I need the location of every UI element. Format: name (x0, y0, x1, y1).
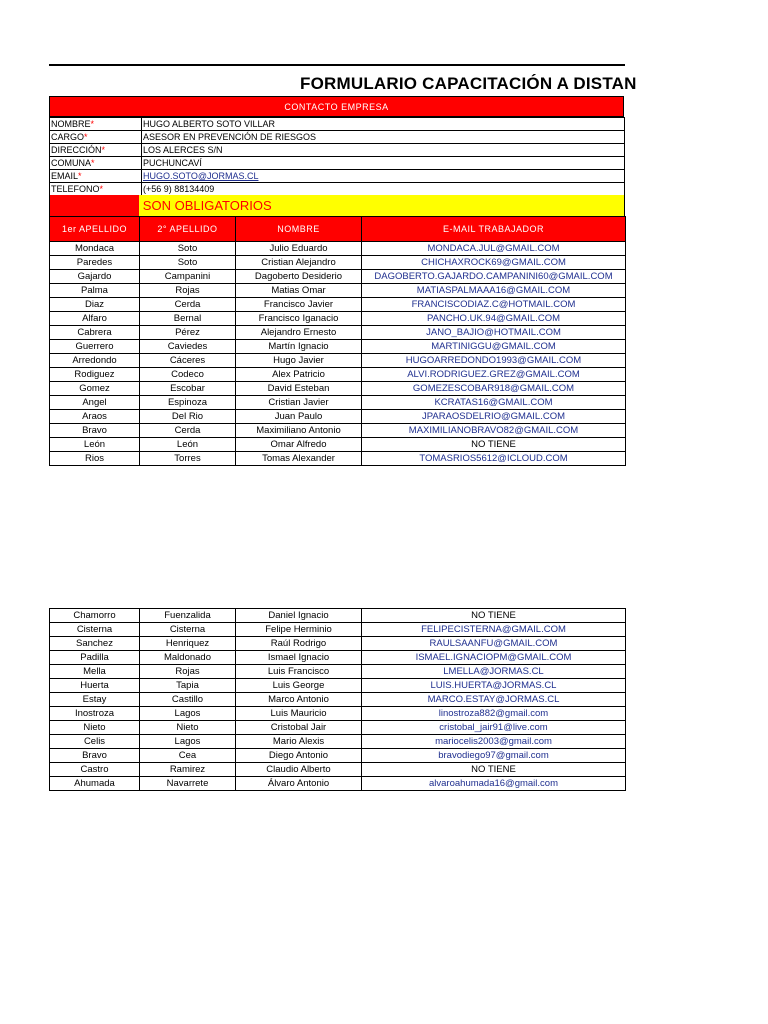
second-surname-cell: Lagos (140, 707, 236, 721)
name-cell: Dagoberto Desiderio (236, 270, 362, 284)
second-surname-cell: Rojas (140, 665, 236, 679)
name-cell: Tomas Alexander (236, 452, 362, 466)
required-mark: * (78, 171, 82, 181)
first-surname-cell: Cabrera (50, 326, 140, 340)
table-row (50, 368, 626, 382)
name-cell: Juan Paulo (236, 410, 362, 424)
first-surname-cell: Huerta (50, 679, 140, 693)
first-surname-cell: Rodiguez (50, 368, 140, 382)
second-surname-cell: Cerda (140, 424, 236, 438)
name-cell: David Esteban (236, 382, 362, 396)
table-row (50, 396, 626, 410)
second-surname-cell: Castillo (140, 693, 236, 707)
contact-label (50, 118, 142, 131)
first-surname-cell: Diaz (50, 298, 140, 312)
email-cell[interactable]: GOMEZESCOBAR918@GMAIL.COM (362, 382, 626, 396)
table-row (50, 749, 626, 763)
contact-value: LOS ALERCES S/N (142, 144, 625, 157)
first-surname-cell: Mondaca (50, 242, 140, 256)
table-row (50, 777, 626, 791)
contact-label-text: EMAIL (51, 171, 79, 181)
col-header-first-surname: 1er APELLIDO (50, 217, 140, 242)
name-cell: Francisco Javier (236, 298, 362, 312)
first-surname-cell: Estay (50, 693, 140, 707)
email-cell[interactable]: bravodiego97@gmail.com (362, 749, 626, 763)
name-cell: Daniel Ignacio (236, 609, 362, 623)
second-surname-cell: Rojas (140, 284, 236, 298)
email-cell[interactable]: LUIS.HUERTA@JORMAS.CL (362, 679, 626, 693)
table-row (50, 637, 626, 651)
table-row (50, 354, 626, 368)
table-row (50, 424, 626, 438)
second-surname-cell: Soto (140, 256, 236, 270)
email-cell[interactable]: RAULSAANFU@GMAIL.COM (362, 637, 626, 651)
table-row (50, 326, 626, 340)
first-surname-cell: León (50, 438, 140, 452)
first-surname-cell: Paredes (50, 256, 140, 270)
email-cell[interactable]: KCRATAS16@GMAIL.COM (362, 396, 626, 410)
first-surname-cell: Celis (50, 735, 140, 749)
contact-label-text: TELEFONO (51, 184, 100, 194)
name-cell: Martín Ignacio (236, 340, 362, 354)
col-header-second-surname: 2° APELLIDO (140, 217, 236, 242)
name-cell: Julio Eduardo (236, 242, 362, 256)
required-mark: * (101, 145, 106, 155)
table-row (50, 284, 626, 298)
required-fields-notice: ATOS SON OBLIGATORIOS (105, 198, 272, 213)
first-surname-cell: Castro (50, 763, 140, 777)
email-cell[interactable]: MARCO.ESTAY@JORMAS.CL (362, 693, 626, 707)
workers-table-2 (49, 608, 626, 791)
first-surname-cell: Padilla (50, 651, 140, 665)
name-cell: Matias Omar (236, 284, 362, 298)
email-cell[interactable]: TOMASRIOS5612@ICLOUD.COM (362, 452, 626, 466)
name-cell: Luis George (236, 679, 362, 693)
email-cell[interactable]: PANCHO.UK.94@GMAIL.COM (362, 312, 626, 326)
col-header-email: E-MAIL TRABAJADOR (362, 217, 626, 242)
table-row (50, 410, 626, 424)
table-row (50, 298, 626, 312)
second-surname-cell: Codeco (140, 368, 236, 382)
second-surname-cell: Cea (140, 749, 236, 763)
table-row (50, 721, 626, 735)
second-surname-cell: Fuenzalida (140, 609, 236, 623)
table-row (50, 438, 626, 452)
table-row (50, 256, 626, 270)
first-surname-cell: Nieto (50, 721, 140, 735)
name-cell: Claudio Alberto (236, 763, 362, 777)
required-fields-banner (49, 195, 625, 216)
first-surname-cell: Chamorro (50, 609, 140, 623)
table-row (50, 623, 626, 637)
workers-table-1 (49, 216, 626, 466)
name-cell: Omar Alfredo (236, 438, 362, 452)
second-surname-cell: Escobar (140, 382, 236, 396)
table-row (50, 242, 626, 256)
name-cell: Alejandro Ernesto (236, 326, 362, 340)
email-cell[interactable]: DAGOBERTO.GAJARDO.CAMPANINI60@GMAIL.COM (362, 270, 626, 284)
email-cell[interactable]: CHICHAXROCK69@GMAIL.COM (362, 256, 626, 270)
email-cell[interactable]: MATIASPALMAAA16@GMAIL.COM (362, 284, 626, 298)
name-cell: Marco Antonio (236, 693, 362, 707)
contact-row (50, 144, 625, 157)
second-surname-cell: Campanini (140, 270, 236, 284)
contact-row (50, 170, 625, 183)
contact-value: HUGO ALBERTO SOTO VILLAR (142, 118, 625, 131)
table-row (50, 651, 626, 665)
contact-row (50, 131, 625, 144)
name-cell: Cristobal Jair (236, 721, 362, 735)
contact-row (50, 118, 625, 131)
contact-label-text: COMUNA (51, 158, 91, 168)
contact-label (50, 144, 142, 157)
name-cell: Francisco Iganacio (236, 312, 362, 326)
first-surname-cell: Gajardo (50, 270, 140, 284)
table-row (50, 735, 626, 749)
second-surname-cell: Ramirez (140, 763, 236, 777)
table-row (50, 679, 626, 693)
contact-value: (+56 9) 88134409 (142, 183, 625, 196)
second-surname-cell: Henriquez (140, 637, 236, 651)
contact-row (50, 157, 625, 170)
email-cell: NO TIENE (362, 438, 626, 452)
email-cell[interactable]: mariocelis2003@gmail.com (362, 735, 626, 749)
first-surname-cell: Rios (50, 452, 140, 466)
first-surname-cell: Angel (50, 396, 140, 410)
email-cell[interactable]: alvaroahumada16@gmail.com (362, 777, 626, 791)
name-cell: Ismael Ignacio (236, 651, 362, 665)
first-surname-cell: Sanchez (50, 637, 140, 651)
name-cell: Maximiliano Antonio (236, 424, 362, 438)
name-cell: Álvaro Antonio (236, 777, 362, 791)
contact-value: ASESOR EN PREVENCIÓN DE RIESGOS (142, 131, 625, 144)
second-surname-cell: Cáceres (140, 354, 236, 368)
email-cell[interactable]: linostroza882@gmail.com (362, 707, 626, 721)
second-surname-cell: Cerda (140, 298, 236, 312)
contact-row (50, 183, 625, 196)
contact-label (50, 131, 142, 144)
second-surname-cell: Soto (140, 242, 236, 256)
contact-label-text: DIRECCIÓN (51, 145, 102, 155)
second-surname-cell: Maldonado (140, 651, 236, 665)
name-cell: Alex Patricio (236, 368, 362, 382)
second-surname-cell: León (140, 438, 236, 452)
name-cell: Luis Francisco (236, 665, 362, 679)
required-mark: * (84, 132, 88, 142)
table-row (50, 665, 626, 679)
email-cell[interactable]: JANO_BAJIO@HOTMAIL.COM (362, 326, 626, 340)
name-cell: Felipe Herminio (236, 623, 362, 637)
contact-label (50, 157, 142, 170)
first-surname-cell: Bravo (50, 424, 140, 438)
name-cell: Mario Alexis (236, 735, 362, 749)
second-surname-cell: Tapia (140, 679, 236, 693)
name-cell: Diego Antonio (236, 749, 362, 763)
first-surname-cell: Inostroza (50, 707, 140, 721)
first-surname-cell: Mella (50, 665, 140, 679)
table-row (50, 340, 626, 354)
name-cell: Luis Mauricio (236, 707, 362, 721)
table-row (50, 382, 626, 396)
contact-table (49, 117, 625, 196)
contact-label-text: CARGO (51, 132, 85, 142)
second-surname-cell: Torres (140, 452, 236, 466)
second-surname-cell: Caviedes (140, 340, 236, 354)
contact-header: CONTACTO EMPRESA (49, 96, 624, 117)
first-surname-cell: Gomez (50, 382, 140, 396)
table-row (50, 270, 626, 284)
contact-value[interactable]: HUGO.SOTO@JORMAS.CL (142, 170, 625, 183)
email-cell[interactable]: cristobal_jair91@live.com (362, 721, 626, 735)
contact-label (50, 183, 142, 196)
contact-label-text: NOMBRE (51, 119, 91, 129)
second-surname-cell: Espinoza (140, 396, 236, 410)
first-surname-cell: Arredondo (50, 354, 140, 368)
first-surname-cell: Guerrero (50, 340, 140, 354)
email-cell[interactable]: ISMAEL.IGNACIOPM@GMAIL.COM (362, 651, 626, 665)
top-rule (49, 64, 625, 66)
second-surname-cell: Bernal (140, 312, 236, 326)
email-cell[interactable]: JPARAOSDELRIO@GMAIL.COM (362, 410, 626, 424)
name-cell: Cristian Javier (236, 396, 362, 410)
second-surname-cell: Cisterna (140, 623, 236, 637)
email-cell[interactable]: FRANCISCODIAZ.C@HOTMAIL.COM (362, 298, 626, 312)
email-cell: NO TIENE (362, 609, 626, 623)
email-cell[interactable]: FELIPECISTERNA@GMAIL.COM (362, 623, 626, 637)
email-cell[interactable]: MAXIMILIANOBRAVO82@GMAIL.COM (362, 424, 626, 438)
name-cell: Cristian Alejandro (236, 256, 362, 270)
second-surname-cell: Pérez (140, 326, 236, 340)
second-surname-cell: Navarrete (140, 777, 236, 791)
name-cell: Hugo Javier (236, 354, 362, 368)
first-surname-cell: Bravo (50, 749, 140, 763)
contact-label (50, 170, 142, 183)
second-surname-cell: Lagos (140, 735, 236, 749)
required-mark: * (91, 158, 95, 168)
name-cell: Raúl Rodrigo (236, 637, 362, 651)
first-surname-cell: Cisterna (50, 623, 140, 637)
second-surname-cell: Nieto (140, 721, 236, 735)
table-row (50, 763, 626, 777)
email-cell[interactable]: ALVI.RODRIGUEZ.GREZ@GMAIL.COM (362, 368, 626, 382)
table-row (50, 609, 626, 623)
table-row (50, 707, 626, 721)
email-cell: NO TIENE (362, 763, 626, 777)
email-cell[interactable]: MONDACA.JUL@GMAIL.COM (362, 242, 626, 256)
first-surname-cell: Ahumada (50, 777, 140, 791)
email-cell[interactable]: LMELLA@JORMAS.CL (362, 665, 626, 679)
required-mark: * (99, 184, 104, 194)
first-surname-cell: Alfaro (50, 312, 140, 326)
contact-value: PUCHUNCAVÍ (142, 157, 625, 170)
first-surname-cell: Palma (50, 284, 140, 298)
email-cell[interactable]: MARTINIGGU@GMAIL.COM (362, 340, 626, 354)
table-row (50, 312, 626, 326)
second-surname-cell: Del Rio (140, 410, 236, 424)
form-title: FORMULARIO CAPACITACIÓN A DISTAN (300, 74, 637, 93)
first-surname-cell: Araos (50, 410, 140, 424)
email-cell[interactable]: HUGOARREDONDO1993@GMAIL.COM (362, 354, 626, 368)
col-header-name: NOMBRE (236, 217, 362, 242)
table-row (50, 693, 626, 707)
table-row (50, 452, 626, 466)
required-mark: * (90, 119, 95, 129)
